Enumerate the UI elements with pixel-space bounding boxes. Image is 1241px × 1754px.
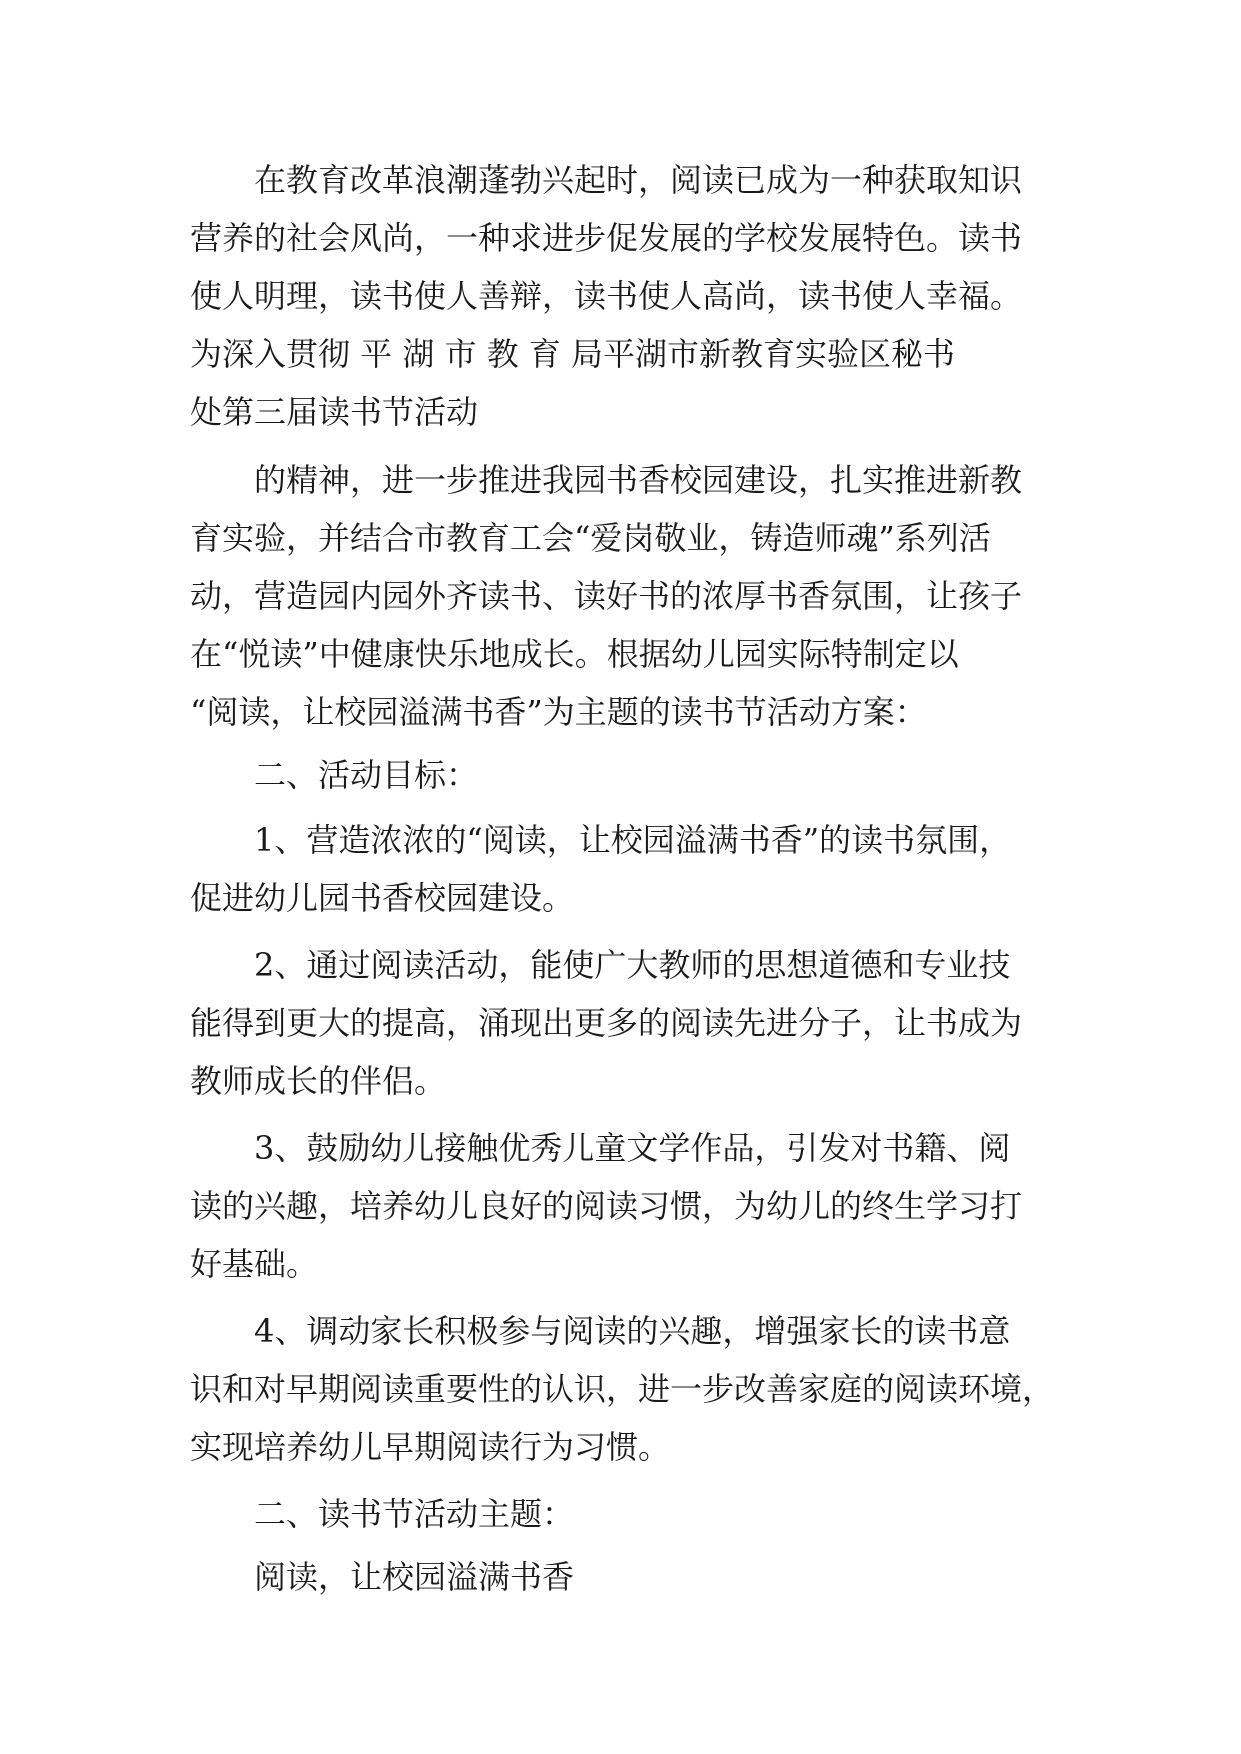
paragraph-line: 4、调动家长积极参与阅读的兴趣，增强家长的读书意 — [254, 1312, 1011, 1350]
paragraph-line: 实现培养幼儿早期阅读行为习惯。 — [190, 1428, 671, 1466]
paragraph-line: 读的兴趣，培养幼儿良好的阅读习惯，为幼儿的终生学习打 — [190, 1187, 1023, 1225]
paragraph-line: 识和对早期阅读重要性的认识，进一步改善家庭的阅读环境， — [190, 1370, 1055, 1408]
paragraph-line: “阅读，让校园溢满书香”为主题的读书节活动方案： — [190, 693, 927, 731]
paragraph-line: 使人明理，读书使人善辩，读书使人高尚，读书使人幸福。 — [190, 277, 1023, 315]
paragraph-line: 1、营造浓浓的“阅读，让校园溢满书香”的读书氛围， — [254, 821, 1012, 859]
paragraph-line: 阅读，让校园溢满书香 — [254, 1558, 575, 1596]
paragraph-line: 的精神，进一步推进我园书香校园建设，扎实推进新教 — [254, 461, 1023, 499]
paragraph-line: 2、通过阅读活动，能使广大教师的思想道德和专业技 — [254, 946, 1011, 984]
paragraph-line: 在教育改革浪潮蓬勃兴起时，阅读已成为一种获取知识 — [254, 161, 1023, 199]
paragraph-line: 能得到更大的提高，涌现出更多的阅读先进分子，让书成为 — [190, 1004, 1023, 1042]
section-heading: 二、读书节活动主题： — [254, 1495, 575, 1533]
section-heading: 二、活动目标： — [254, 756, 479, 794]
paragraph-line: 处第三届读书节活动 — [190, 393, 479, 431]
paragraph-line: 为深入贯彻 平 湖 市 教 育 局平湖市新教育实验区秘书 — [190, 335, 956, 373]
paragraph-line: 营养的社会风尚，一种求进步促发展的学校发展特色。读书 — [190, 219, 1023, 257]
paragraph-line: 育实验，并结合市教育工会“爱岗敬业，铸造师魂”系列活 — [190, 519, 991, 557]
paragraph-line: 教师成长的伴侣。 — [190, 1062, 447, 1100]
paragraph-line: 3、鼓励幼儿接触优秀儿童文学作品，引发对书籍、阅 — [254, 1129, 1011, 1167]
paragraph-line: 在“悦读”中健康快乐地成长。根据幼儿园实际特制定以 — [190, 635, 959, 673]
paragraph-line: 动，营造园内园外齐读书、读好书的浓厚书香氛围，让孩子 — [190, 577, 1023, 615]
paragraph-line: 好基础。 — [190, 1245, 319, 1283]
paragraph-line: 促进幼儿园书香校园建设。 — [190, 879, 575, 917]
